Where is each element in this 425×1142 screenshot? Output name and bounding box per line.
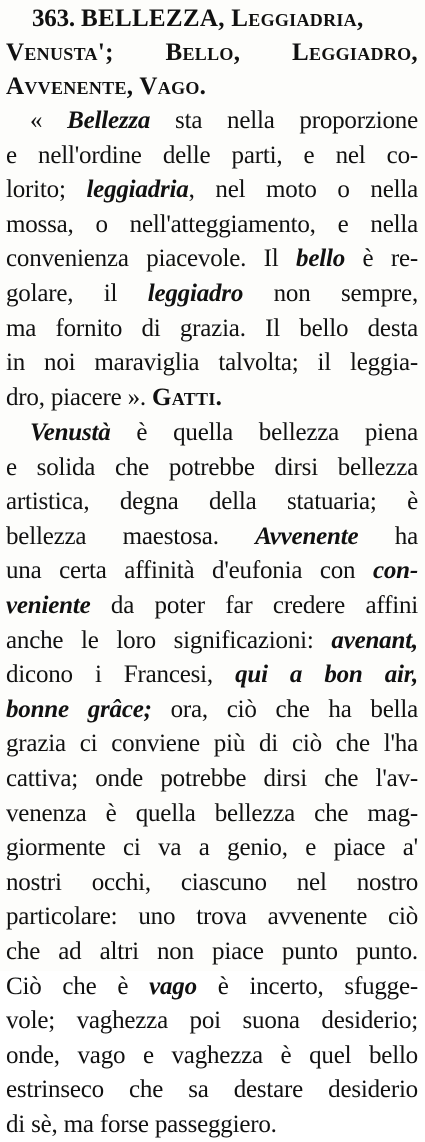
emphasized-term: leggiadria <box>86 176 189 204</box>
paragraph2-line <box>6 1039 418 1073</box>
paragraph2-line <box>6 762 418 796</box>
paragraph1-line <box>6 242 418 276</box>
text-run: ora, ciò che ha bella <box>151 695 418 723</box>
paragraph1-line <box>6 173 418 207</box>
text-run: lorito; <box>6 176 87 204</box>
entry-heading-line-3 <box>6 70 418 104</box>
emphasized-term: bonne grâce; <box>6 695 152 723</box>
paragraph2-line <box>6 554 418 588</box>
text-run: venenza è quella bellezza che mag- <box>6 799 418 827</box>
text-run: particolare: uno trova avvenente ciò <box>6 903 418 931</box>
text-run: è incerto, sfugge- <box>196 972 418 1000</box>
text-run: che ad altri non piace punto punto. <box>6 937 418 965</box>
paragraph2-line <box>6 416 418 450</box>
text-run: è quella bellezza piena <box>110 418 418 446</box>
paragraph1-line <box>6 312 418 346</box>
paragraph2-line <box>6 831 418 865</box>
text-run: in noi maraviglia talvolta; il leggia- <box>6 349 418 377</box>
text-run: convenienza piacevole. Il <box>6 245 297 273</box>
entry-number: 363. <box>32 5 75 32</box>
author-signature: Gatti. <box>152 383 223 411</box>
paragraph2-line <box>6 1073 418 1107</box>
text-run: « <box>30 107 68 134</box>
text-run: giormente ci va a genio, e piace a' <box>6 834 418 862</box>
text-run: e solida che potrebbe dirsi bellezza <box>6 453 418 481</box>
entry-heading-line-2 <box>6 36 418 70</box>
text-run: ma fornito di grazia. Il bello desta <box>6 314 418 342</box>
paragraph2-line <box>6 797 418 831</box>
paragraph2-line <box>6 589 418 623</box>
text-run: ha <box>358 522 418 550</box>
emphasized-term: Avvenente <box>255 522 359 550</box>
text-run: di sè, ma forse passeggiero. <box>6 1110 277 1138</box>
headwords-2: Venusta'; Bello, Leggiadro, <box>6 39 418 66</box>
paragraph2-line <box>6 1108 418 1142</box>
text-run: cattiva; onde potrebbe dirsi che l'av- <box>6 764 418 792</box>
text-run: e nell'ordine delle parti, e nel co- <box>6 141 418 169</box>
text-run: nostri occhi, ciascuno nel nostro <box>6 868 418 896</box>
paragraph1-line <box>6 277 418 311</box>
text-run: è re- <box>345 245 418 273</box>
text-run: dicono i Francesi, <box>6 661 236 689</box>
emphasized-term: vago <box>149 972 197 1000</box>
text-run: golare, il <box>6 280 148 307</box>
text-run: bellezza maestosa. <box>6 522 256 550</box>
emphasized-term: Bellezza <box>67 107 151 134</box>
paragraph2-line <box>6 624 418 658</box>
headwords-3: Avvenente, Vago. <box>6 73 207 100</box>
paragraph2-line <box>6 520 418 554</box>
paragraph2-line <box>6 451 418 485</box>
emphasized-term: qui a bon air, <box>235 661 418 689</box>
text-run: una certa affinità d'eufonia con <box>6 557 373 585</box>
text-run: da poter far credere affini <box>90 591 418 619</box>
paragraph1-line <box>6 208 418 242</box>
entry-heading-line-1 <box>6 2 418 36</box>
paragraph1-line <box>6 381 418 415</box>
text-run: vole; vaghezza poi suona desiderio; <box>6 1007 418 1035</box>
emphasized-term: leggiadro <box>147 280 244 307</box>
paragraph1-line <box>6 346 418 380</box>
paragraph1-line <box>6 139 418 173</box>
emphasized-term: Venustà <box>30 418 111 446</box>
text-run: anche le loro significazioni: <box>6 626 332 654</box>
headwords-1: BELLEZZA, Leggiadria, <box>81 5 364 32</box>
paragraph2-line <box>6 970 418 1004</box>
text-run: , nel moto o nella <box>188 176 418 204</box>
emphasized-term: con- <box>372 557 418 585</box>
paragraph2-line <box>6 900 418 934</box>
text-run: mossa, o nell'atteggiamento, e nella <box>6 210 418 238</box>
paragraph2-line <box>6 866 418 900</box>
paragraph2-line <box>6 693 418 727</box>
emphasized-term: avenant, <box>331 626 418 654</box>
text-run: Ciò che è <box>6 972 150 1000</box>
text-run: dro, piacere ». <box>6 383 153 411</box>
emphasized-term: bello <box>296 245 346 273</box>
text-run: grazia ci conviene più di ciò che l'ha <box>6 730 418 758</box>
paragraph2-line <box>6 485 418 519</box>
paragraph2-line <box>6 935 418 969</box>
text-run: estrinseco che sa destare desiderio <box>6 1076 418 1104</box>
paragraph2-line <box>6 727 418 761</box>
text-run: non sempre, <box>243 280 418 307</box>
text-run: artistica, degna della statuaria; è <box>6 488 418 516</box>
paragraph2-line <box>6 1004 418 1038</box>
text-run: onde, vago e vaghezza è quel bello <box>6 1041 418 1069</box>
text-run: sta nella proporzione <box>150 107 418 134</box>
paragraph2-line <box>6 658 418 692</box>
emphasized-term: veniente <box>6 591 91 619</box>
paragraph1-line <box>6 104 418 138</box>
